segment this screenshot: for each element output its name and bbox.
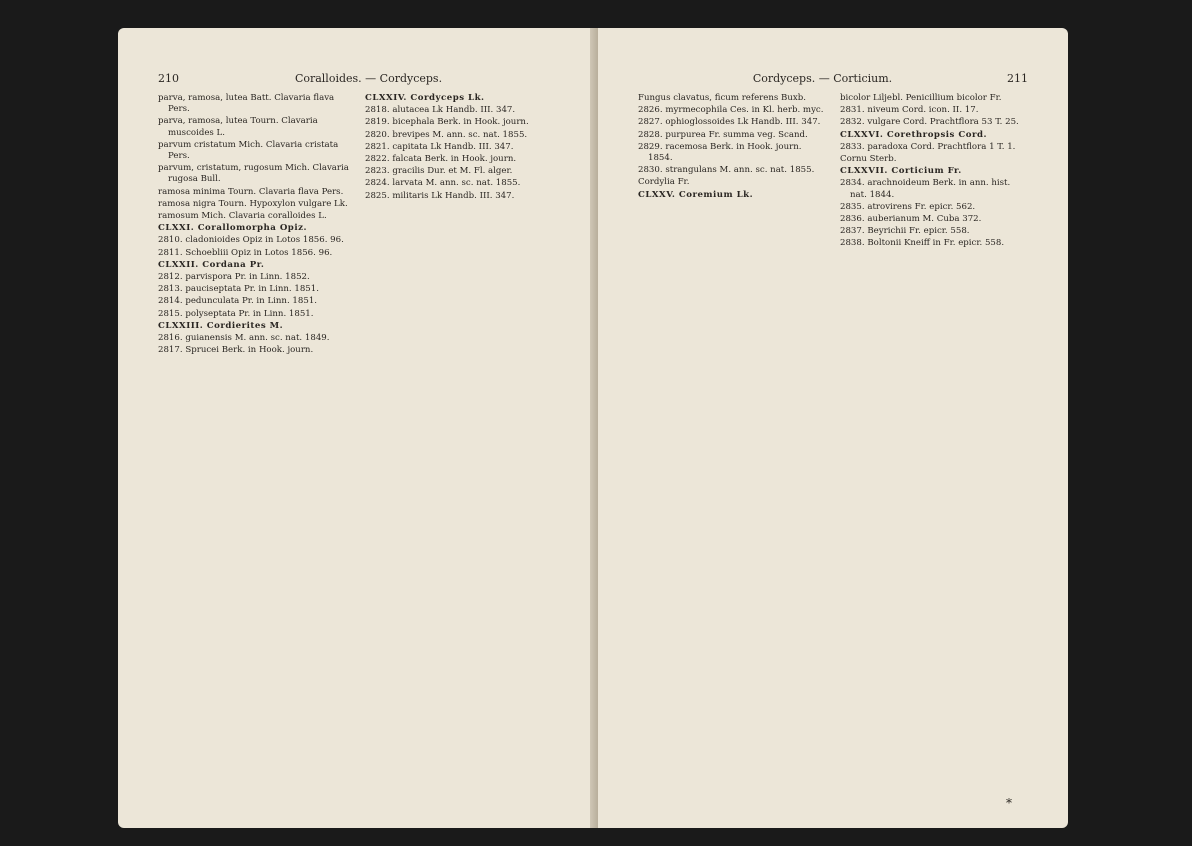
entry: 2835. atrovirens Fr. epicr. 562.: [840, 201, 976, 212]
entry: 2810. cladonioides Opiz in Lotos 1856. 96.: [158, 235, 344, 246]
entry: 2831. niveum Cord. icon. II. 17.: [840, 105, 979, 116]
entry: parva, ramosa, lutea Tourn. Clavaria muscoides L.: [158, 116, 318, 138]
entry: 2828. purpurea Fr. summa veg. Scand.: [638, 129, 808, 140]
entry: 2832. vulgare Cord. Prachtflora 53 T. 25.: [840, 117, 1019, 128]
entry: CLXXVII. Corticium Fr.: [840, 166, 962, 177]
entry: 2829. racemosa Berk. in Hook. journ. 1854.: [638, 141, 802, 164]
entry: parvum, cristatum, rugosum Mich. Clavaria rugosa Bull.: [158, 163, 349, 185]
right-page-number: 211: [1006, 72, 1028, 85]
entry: ramosa nigra Tourn. Hypoxylon vulgare Lk.: [158, 198, 348, 209]
entry: 2838. Boltonii Kneiff in Fr. epicr. 558.: [840, 238, 1005, 249]
entry: 2813. pauciseptata Pr. in Linn. 1851.: [158, 284, 319, 295]
entry: bicolor Liljebl. Penicillium bicolor Fr.: [840, 93, 1002, 103]
entry: 2816. guianensis M. ann. sc. nat. 1849.: [158, 333, 330, 344]
entry: CLXXV. Coremium Lk.: [638, 189, 754, 200]
entry: 2818. alutacea Lk Handb. III. 347.: [365, 105, 516, 116]
entry: 2824. larvata M. ann. sc. nat. 1855.: [365, 178, 521, 189]
entry: 2815. polyseptata Pr. in Linn. 1851.: [158, 308, 314, 319]
entry: ramosum Mich. Clavaria coralloides L.: [158, 211, 327, 222]
entry: 2823. gracilis Dur. et M. Fl. alger.: [365, 166, 513, 177]
entry: parva, ramosa, lutea Batt. Clavaria flava Pers.: [158, 93, 335, 115]
entry: 2812. parvispora Pr. in Linn. 1852.: [158, 272, 310, 283]
right-running-head: Cordyceps. — Corticium.: [752, 72, 893, 85]
entry: 2825. militaris Lk Handb. III. 347.: [365, 190, 515, 201]
left-header: [158, 72, 558, 85]
entry: 2827. ophioglossoides Lk Handb. III. 347.: [638, 117, 821, 128]
entry: Cornu Sterb.: [840, 154, 897, 165]
right-header: [638, 72, 1028, 85]
entry: 2836. auberianum M. Cuba 372.: [840, 214, 982, 225]
entry: 2826. myrmecophila Ces. in Kl. herb. myc.: [638, 105, 824, 116]
left-column-2: [365, 93, 558, 357]
entry: 2811. Schoebliii Opiz in Lotos 1856. 96.: [158, 247, 333, 258]
entry: CLXXIV. Cordyceps Lk.: [365, 93, 485, 103]
entry: 2833. paradoxa Cord. Prachtflora 1 T. 1.: [840, 141, 1016, 152]
entry: 2834. arachnoideum Berk. in ann. hist. nat. 1844.: [840, 178, 1011, 200]
entry: Fungus clavatus, ficum referens Buxb.: [638, 93, 806, 103]
left-column-1: [158, 93, 351, 357]
entry: 2814. pedunculata Pr. in Linn. 1851.: [158, 296, 318, 307]
right-column-1: [638, 93, 826, 251]
entry: 2820. brevipes M. ann. sc. nat. 1855.: [365, 129, 528, 140]
entry: 2822. falcata Berk. in Hook. journ.: [365, 154, 517, 165]
entry: CLXXIII. Cordierites M.: [158, 320, 284, 331]
entry: parvum cristatum Mich. Clavaria cristata Pers.: [158, 139, 339, 162]
entry: 2830. strangulans M. ann. sc. nat. 1855.: [638, 165, 815, 176]
entry: 2819. bicephala Berk. in Hook. journ.: [365, 117, 529, 128]
entry: CLXXI. Corallomorpha Opiz.: [158, 223, 307, 234]
entry: Cordylia Fr.: [638, 177, 690, 188]
entry: CLXXVI. Corethropsis Cord.: [840, 129, 987, 140]
left-running-head: Coralloides. — Cordyceps.: [294, 72, 443, 85]
entry: 2821. capitata Lk Handb. III. 347.: [365, 141, 514, 152]
entry: CLXXII. Cordana Pr.: [158, 259, 265, 270]
right-page: [598, 28, 1068, 828]
entry: 2837. Beyrichii Fr. epicr. 558.: [840, 226, 970, 237]
entry: ramosa minima Tourn. Clavaria flava Pers.: [158, 186, 344, 197]
left-page: [118, 28, 598, 828]
footer-mark: *: [1006, 796, 1012, 810]
entry: 2817. Sprucei Berk. in Hook. journ.: [158, 345, 314, 356]
left-page-number: 210: [158, 72, 179, 85]
right-column-2: [840, 93, 1028, 251]
